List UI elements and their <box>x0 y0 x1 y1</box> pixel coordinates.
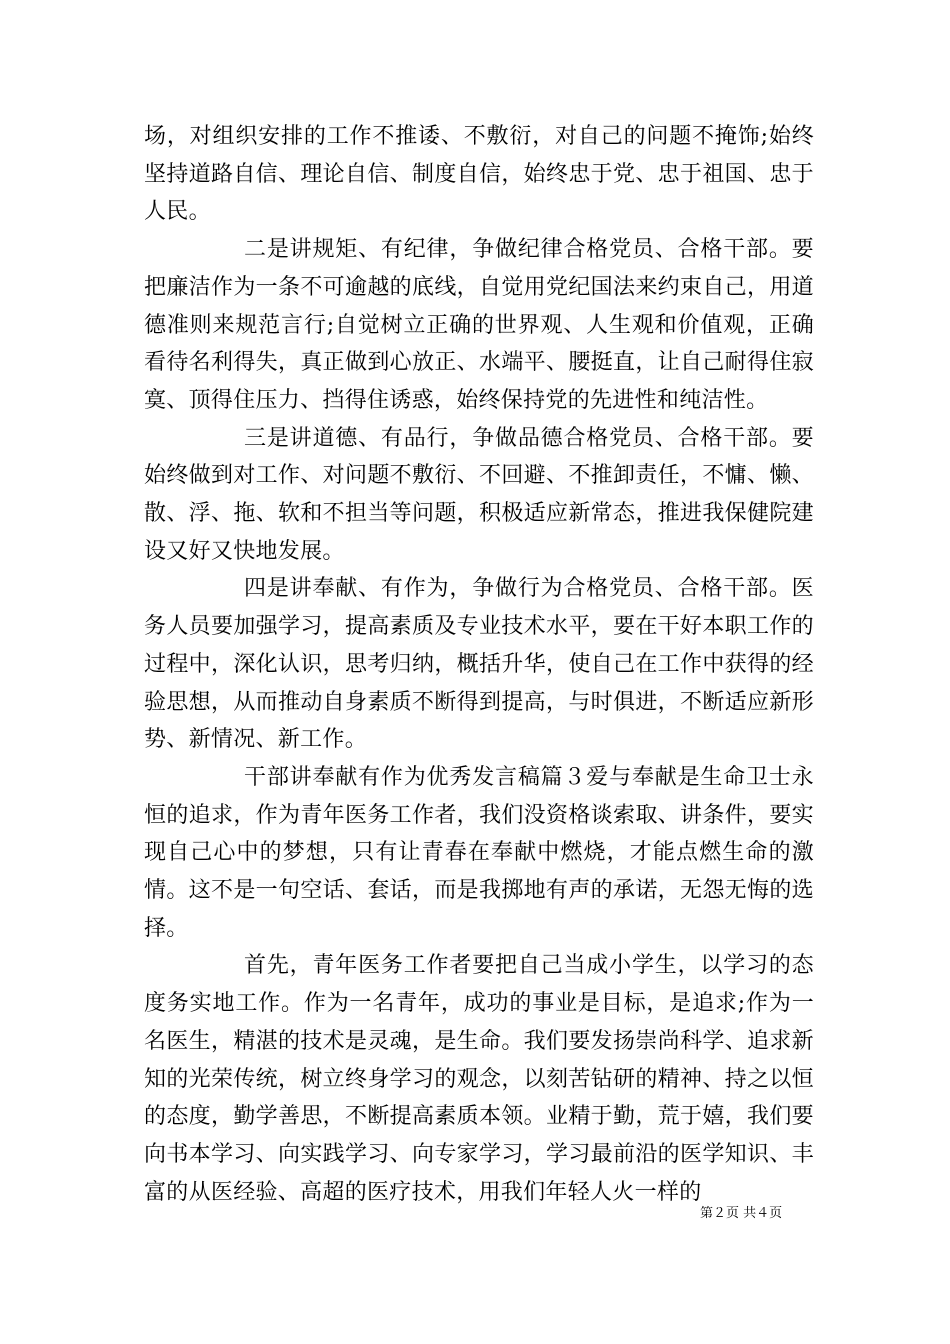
paragraph-dedication: 四是讲奉献、有作为，争做行为合格党员、合格干部。医务人员要加强学习，提高素质及专业技术水平，要在干好本职工作的过程中，深化认识，思考归纳，概括升华，使自己在工作中获得的经验思想，从而推动自身素质不断得到提高，与时俱进，不断适应新形势、新情况、新工作。 <box>144 576 814 753</box>
paragraph-continuation: 场，对组织安排的工作不推诿、不敷衍，对自己的问题不掩饰;始终坚持道路自信、理论自信、制度自信，始终忠于党、忠于祖国、忠于人民。 <box>144 124 814 225</box>
paragraph-first: 首先，青年医务工作者要把自己当成小学生，以学习的态度务实地工作。作为一名青年，成功的事业是目标，是追求;作为一名医生，精湛的技术是灵魂，是生命。我们要发扬崇尚科学、追求新知的光荣传统，树立终身学习的观念，以刻苦钻研的精神、持之以恒的态度，勤学善思，不断提高素质本领。业精于勤，荒于嬉，我们要向书本学习、向实践学习、向专家学习，学习最前沿的医学知识、丰富的从医经验、高超的医疗技术，用我们年轻人火一样的 <box>144 953 814 1205</box>
document-body <box>144 118 814 1211</box>
paragraph-discipline: 二是讲规矩、有纪律，争做纪律合格党员、合格干部。要把廉洁作为一条不可逾越的底线，自觉用党纪国法来约束自己，用道德准则来规范言行;自觉树立正确的世界观、人生观和价值观，正确看待名利得失，真正做到心放正、水端平、腰挺直，让自己耐得住寂寞、顶得住压力、挡得住诱惑，始终保持党的先进性和纯洁性。 <box>144 237 814 413</box>
paragraph-morality: 三是讲道德、有品行，争做品德合格党员、合格干部。要始终做到对工作、对问题不敷衍、不回避、不推卸责任，不慵、懒、散、浮、拖、软和不担当等问题，积极适应新常态，推进我保健院建设又好又快地发展。 <box>144 425 814 564</box>
page-number-footer: 第２页 共４页 <box>700 1206 783 1221</box>
paragraph-speech-3: 干部讲奉献有作为优秀发言稿篇３爱与奉献是生命卫士永恒的追求，作为青年医务工作者，我们没资格谈索取、讲条件，要实现自己心中的梦想，只有让青春在奉献中燃烧，才能点燃生命的激情。这不是一句空话、套话，而是我掷地有声的承诺，无怨无悔的选择。 <box>144 764 814 941</box>
